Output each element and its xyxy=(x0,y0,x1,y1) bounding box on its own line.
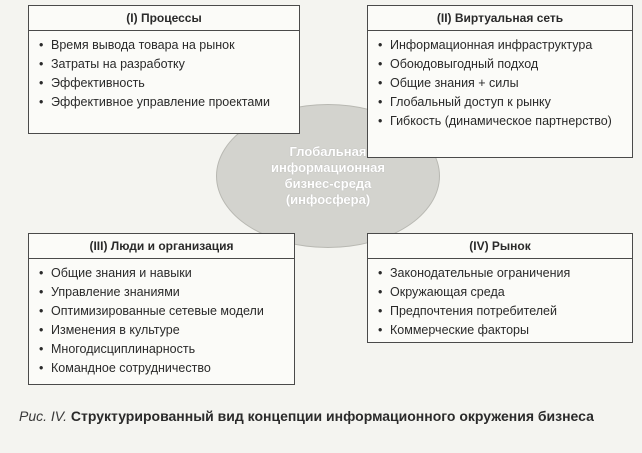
bullet-icon: • xyxy=(39,304,44,318)
list-item-text: Предпочтения потребителей xyxy=(390,304,557,318)
box-list xyxy=(368,259,632,347)
list-item-text: Эффективное управление проектами xyxy=(51,95,270,109)
bullet-icon: • xyxy=(378,95,383,109)
list-item xyxy=(39,322,286,339)
center-line: Глобальная xyxy=(289,144,367,159)
list-item xyxy=(39,303,286,320)
list-item-text: Затраты на разработку xyxy=(51,57,185,71)
bullet-icon: • xyxy=(378,285,383,299)
bullet-icon: • xyxy=(39,76,44,90)
bullet-icon: • xyxy=(378,57,383,71)
list-item-text: Командное сотрудничество xyxy=(51,361,211,375)
list-item xyxy=(378,75,624,92)
bullet-icon: • xyxy=(378,304,383,318)
list-item-text: Гибкость (динамическое партнерство) xyxy=(390,114,612,128)
box-title: (I) Процессы xyxy=(29,6,299,31)
list-item xyxy=(39,360,286,377)
box-processes xyxy=(28,5,300,134)
bullet-icon: • xyxy=(378,323,383,337)
box-list xyxy=(29,31,299,119)
list-item-text: Изменения в культуре xyxy=(51,323,180,337)
box-title: (III) Люди и организация xyxy=(29,234,294,259)
list-item xyxy=(39,265,286,282)
box-market xyxy=(367,233,633,343)
bullet-icon: • xyxy=(39,57,44,71)
list-item xyxy=(39,341,286,358)
list-item-text: Окружающая среда xyxy=(390,285,505,299)
list-item xyxy=(378,37,624,54)
list-item xyxy=(378,265,624,282)
box-title: (IV) Рынок xyxy=(368,234,632,259)
bullet-icon: • xyxy=(39,95,44,109)
center-line: информационная xyxy=(271,160,385,175)
list-item-text: Общие знания и навыки xyxy=(51,266,192,280)
figure-label: Рис. IV. xyxy=(19,408,67,424)
list-item-text: Эффективность xyxy=(51,76,145,90)
list-item-text: Обоюдовыгодный подход xyxy=(390,57,539,71)
bullet-icon: • xyxy=(39,323,44,337)
list-item xyxy=(39,37,291,54)
list-item xyxy=(378,94,624,111)
list-item xyxy=(378,56,624,73)
list-item-text: Общие знания + силы xyxy=(390,76,519,90)
list-item xyxy=(39,284,286,301)
list-item-text: Время вывода товара на рынок xyxy=(51,38,235,52)
list-item xyxy=(39,75,291,92)
bullet-icon: • xyxy=(39,361,44,375)
list-item-text: Коммерческие факторы xyxy=(390,323,529,337)
list-item xyxy=(378,113,624,130)
bullet-icon: • xyxy=(378,76,383,90)
box-people-organization xyxy=(28,233,295,385)
list-item-text: Оптимизированные сетевые модели xyxy=(51,304,264,318)
list-item xyxy=(378,284,624,301)
bullet-icon: • xyxy=(39,285,44,299)
list-item-text: Управление знаниями xyxy=(51,285,180,299)
list-item xyxy=(378,322,624,339)
box-list xyxy=(29,259,294,385)
center-line: бизнес-среда xyxy=(284,176,372,191)
bullet-icon: • xyxy=(378,266,383,280)
bullet-icon: • xyxy=(39,342,44,356)
list-item-text: Многодисциплинарность xyxy=(51,342,196,356)
list-item-text: Законодательные ограничения xyxy=(390,266,571,280)
list-item xyxy=(378,303,624,320)
figure-title: Структурированный вид концепции информационного окружения бизнеса xyxy=(70,408,594,424)
figure-caption xyxy=(19,407,629,425)
box-title: (II) Виртуальная сеть xyxy=(368,6,632,31)
list-item xyxy=(39,94,291,111)
bullet-icon: • xyxy=(378,38,383,52)
list-item-text: Информационная инфраструктура xyxy=(390,38,593,52)
list-item xyxy=(39,56,291,73)
bullet-icon: • xyxy=(39,266,44,280)
bullet-icon: • xyxy=(39,38,44,52)
box-list xyxy=(368,31,632,138)
bullet-icon: • xyxy=(378,114,383,128)
center-line: (инфосфера) xyxy=(285,192,371,207)
list-item-text: Глобальный доступ к рынку xyxy=(390,95,551,109)
box-virtual-network xyxy=(367,5,633,158)
